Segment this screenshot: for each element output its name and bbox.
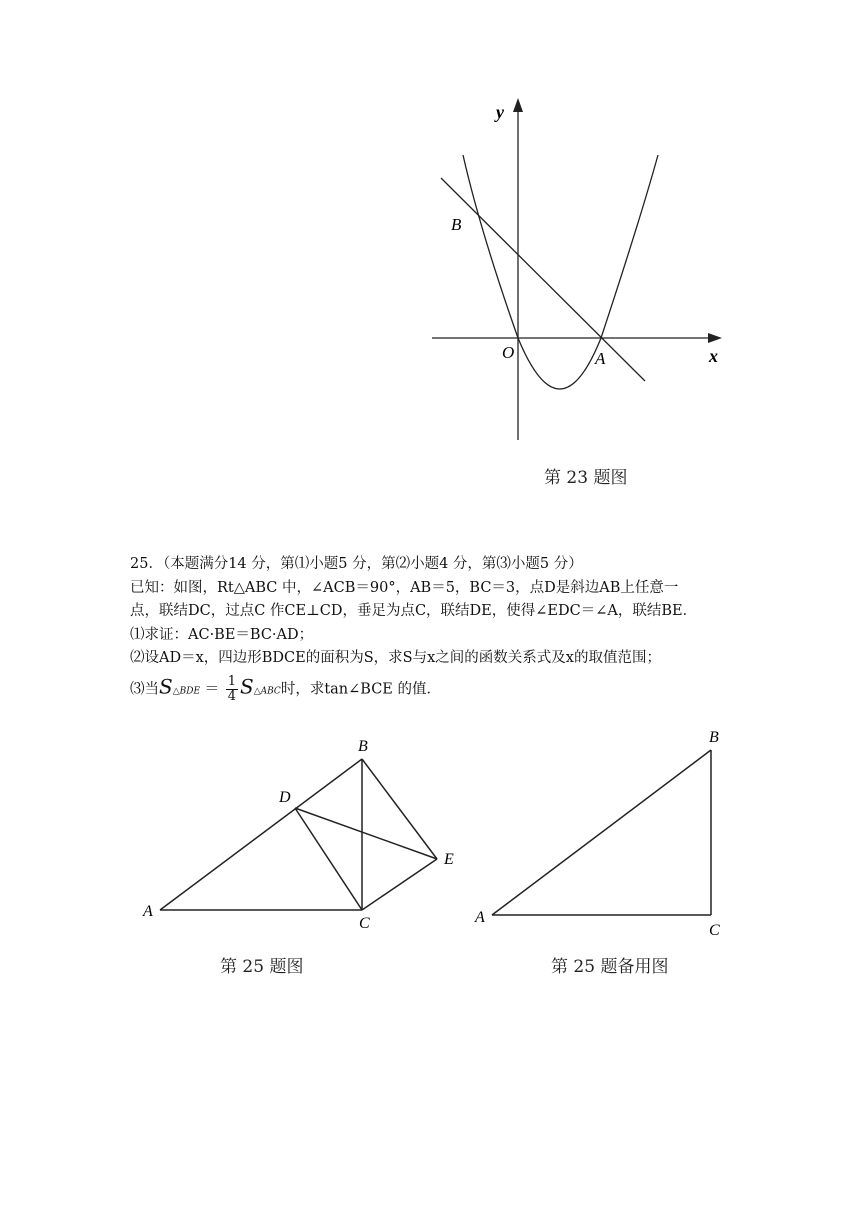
fig25-label-A: A	[143, 903, 153, 920]
fig25-label-B: B	[358, 738, 368, 755]
q3-den: 4	[227, 688, 237, 704]
fig25b-label-C: C	[709, 922, 720, 939]
q3-prefix: ⑶当	[130, 681, 159, 697]
fig25b-label-B: B	[709, 729, 719, 746]
segment-DC	[295, 808, 362, 910]
problem-given-1: 已知：如图，Rt△ABC 中，∠ACB＝90°，AB＝5，BC＝3，点D是斜边AB上任意一	[130, 579, 679, 596]
q3-sub-abc: △ABC	[253, 686, 281, 696]
q3-num: 1	[227, 673, 237, 689]
x-axis-arrow	[708, 333, 722, 343]
q3-S1: S	[159, 674, 173, 698]
q3-fraction	[226, 675, 238, 704]
fig25-label-E: E	[444, 851, 454, 868]
fig25-label-D: D	[279, 789, 291, 806]
fig25b-label-A: A	[475, 909, 485, 926]
question-1: ⑴求证：AC·BE＝BC·AD；	[130, 626, 314, 643]
segment-BE	[362, 759, 437, 859]
q3-eq: ＝	[204, 681, 220, 697]
y-axis-arrow	[513, 98, 523, 112]
label-y: y	[496, 102, 504, 122]
fig25b-caption: 第 25 题备用图	[551, 957, 669, 977]
problem-25	[130, 553, 750, 704]
fig23-caption: 第 23 题图	[544, 468, 628, 488]
q3-suffix: 时，求tan∠BCE 的值．	[280, 681, 442, 697]
label-B: B	[451, 215, 462, 234]
q3-sub-bde: △BDE	[172, 686, 201, 696]
parabola	[463, 155, 658, 389]
question-2: ⑵设AD＝x，四边形BDCE的面积为S，求S与x之间的函数关系式及x的取值范围；	[130, 650, 661, 666]
segment-DE	[295, 808, 437, 859]
segment-CE	[362, 859, 437, 910]
fig25-caption: 第 25 题图	[220, 957, 304, 977]
label-O: O	[502, 343, 515, 362]
figure-23	[0, 0, 860, 500]
problem-given-2: 点，联结DC，过点C 作CE⊥CD，垂足为点C，联结DE，使得∠EDC＝∠A，联结BE．	[130, 603, 698, 619]
question-3	[130, 675, 750, 704]
segment-AB	[160, 759, 362, 910]
label-x: x	[709, 346, 718, 366]
label-A: A	[595, 349, 606, 368]
line-BA	[441, 178, 645, 381]
fig25-label-C: C	[359, 915, 370, 932]
backup-segment-AB	[492, 750, 711, 915]
q3-S2: S	[240, 674, 254, 698]
problem-header: 25．（本题满分14 分，第⑴小题5 分，第⑵小题4 分，第⑶小题5 分）	[130, 556, 583, 572]
